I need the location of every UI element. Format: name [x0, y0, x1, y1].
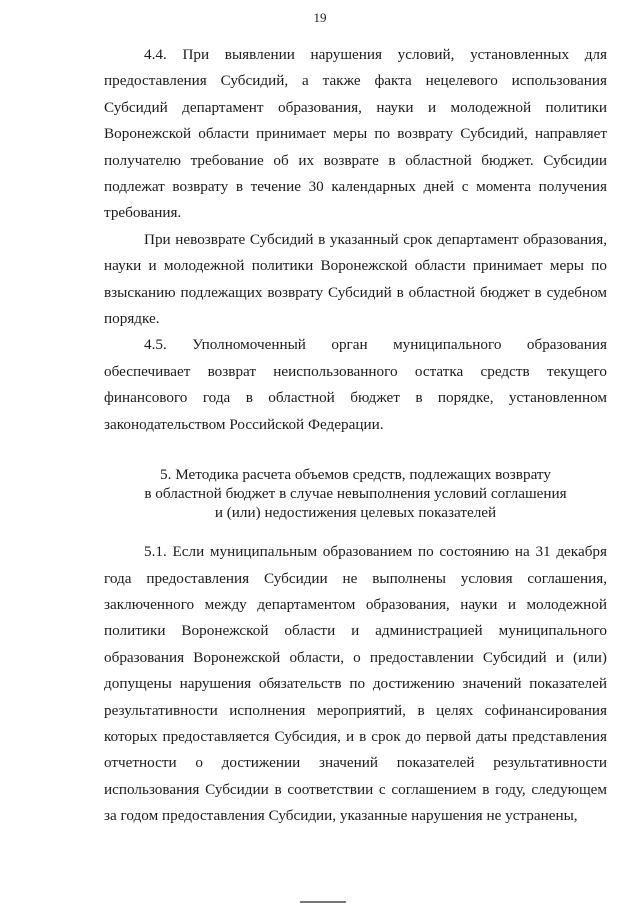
page-number: 19 — [313, 10, 327, 25]
paragraph-nonreturn: При невозврате Субсидий в указанный срок департамент образования, науки и молодежной политики Воронежской области принимает меры по взысканию подлежащих возврату Субсидий в областной бюджет в судебном порядке. — [104, 230, 607, 328]
section-5-heading — [104, 465, 607, 522]
section-heading-line-3: и (или) недостижения целевых показателей — [214, 504, 497, 522]
paragraph-5-1: 5.1. Если муниципальным образованием по состоянию на 31 декабря года предоставления Субсидии не выполнены условия соглашения, заключенного между департаментом образования, науки и молодежной политики Воронежской области и администрацией муниципального образования Воронежской области, о предоставлении Субсидий и (или) допущены нарушения обязательств по достижению значений показателей результативности исполнения мероприятий, в целях софинансирования которых предоставляется Субсидия, и в срок до первой даты представления отчетности о достижении значений показателей результативности использования Субсидии в соответствии с соглашением в году, следующем за годом предоставления Субсидии, указанные нарушения не устранены, — [104, 543, 607, 825]
section-heading-line-1: 5. Методика расчета объемов средств, подлежащих возврату — [160, 466, 551, 484]
paragraph-4-4: 4.4. При выявлении нарушения условий, установленных для предоставления Субсидий, а также факта нецелевого использования Субсидий департамент образования, науки и молодежной политики Воронежской области принимает меры по возврату Субсидий, направляет получателю требование об их возврате в областной бюджет. Субсидии подлежат возврату в течение 30 календарных дней с момента получения требования. — [104, 46, 607, 222]
section-heading-line-2: в областной бюджет в случае невыполнения условий соглашения — [144, 485, 567, 503]
paragraph-4-5: 4.5. Уполномоченный орган муниципального образования обеспечивает возврат неиспользованного остатка средств текущего финансового года в областной бюджет в порядке, установленном законодательством Российской Федерации. — [104, 336, 607, 433]
document-body — [104, 42, 607, 830]
